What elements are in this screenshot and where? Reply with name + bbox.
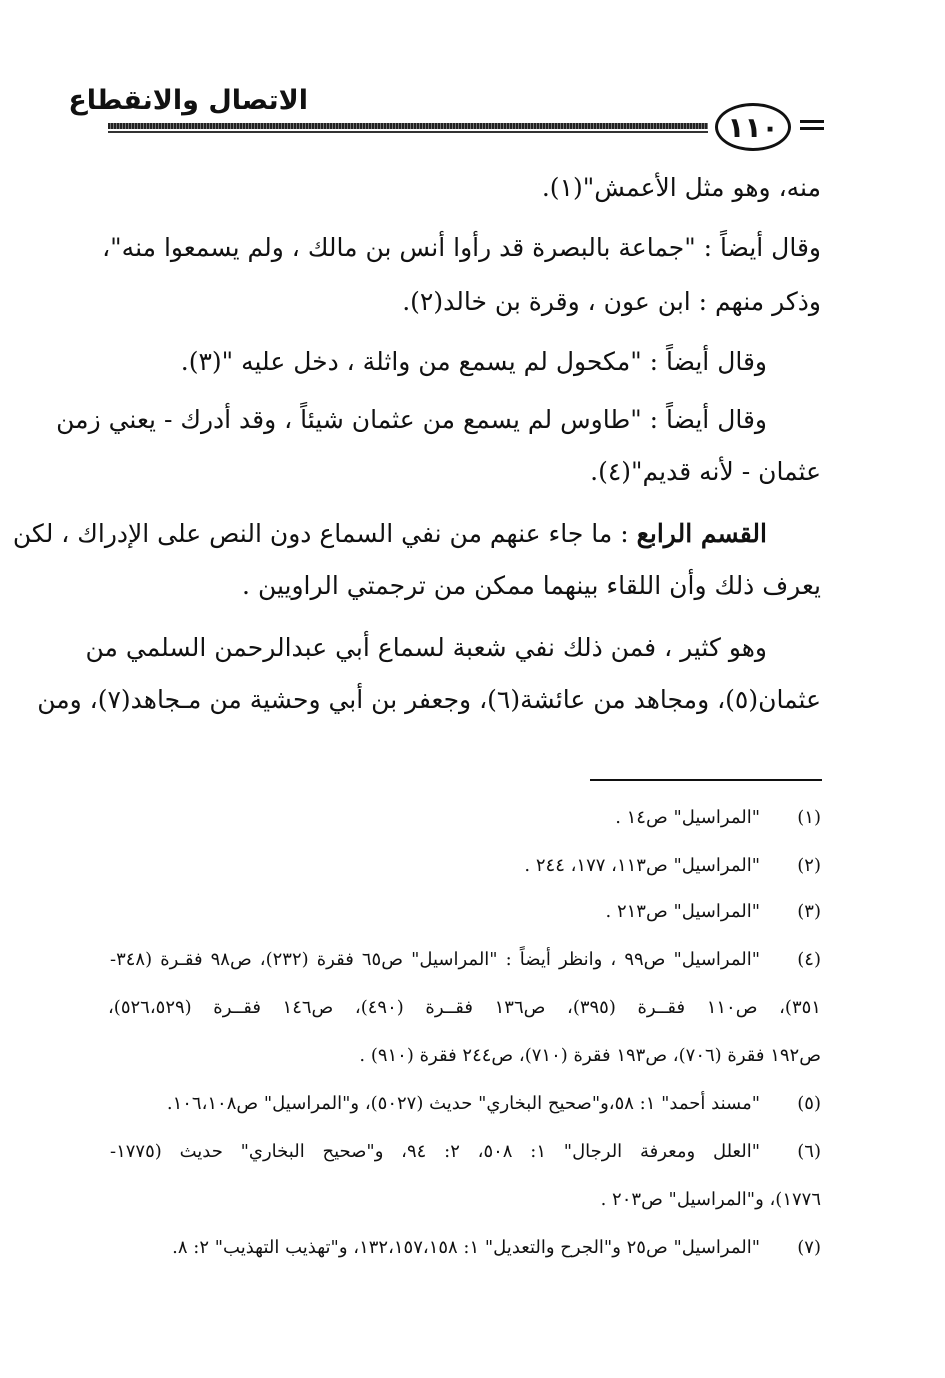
page-number: ١١٠: [715, 103, 791, 151]
footnote-number: (٣): [797, 901, 821, 922]
header-rule-thin: [108, 131, 708, 133]
body-line: وذكر منهم : ابن عون ، وقرة بن خالد(٢).: [402, 287, 821, 316]
footnote-number: (٥): [797, 1093, 821, 1114]
section-heading: القسم الرابع: [636, 519, 767, 548]
body-line: وقال أيضاً : "جماعة بالبصرة قد رأوا أنس بن مالك ، ولم يسمعوا منه"،: [102, 233, 821, 262]
body-text: : ما جاء عنهم من نفي السماع دون النص على الإدراك ، لكن: [12, 519, 637, 548]
footnote-text: "المراسيل" ص٢١٣ .: [605, 901, 760, 922]
footnote-number: (٤): [797, 949, 821, 970]
body-line: وقال أيضاً : "مكحول لم يسمع من واثلة ، دخل عليه "(٣).: [180, 347, 767, 376]
footnote-number: (٧): [797, 1237, 821, 1258]
footnote-text: ص١٩٢ فقرة (٧٠٦)، ص١٩٣ فقرة (٧١٠)، ص٢٤٤ فقرة (٩١٠) .: [359, 1045, 821, 1066]
body-line: وهو كثير ، فمن ذلك نفي شعبة لسماع أبي عبدالرحمن السلمي من: [85, 633, 767, 662]
footnote-text: ١٧٧٦)، و"المراسيل" ص٢٠٣ .: [600, 1189, 821, 1210]
body-line: يعرف ذلك وأن اللقاء بينهما ممكن من ترجمتي الراويين .: [242, 571, 821, 600]
body-line: [12, 514, 767, 554]
footnote-text: "المراسيل" ص٢٥ و"الجرح والتعديل" ١: ١٣٢،١٥٧،١٥٨، و"تهذيب التهذيب" ٢: ٨.: [172, 1237, 760, 1258]
footnote-number: (٢): [797, 855, 821, 876]
footnote-text: "العلل ومعرفة الرجال" ١: ٥٠٨، ٢: ٩٤، و"صحيح البخاري" حديث (١٧٧٥-: [110, 1141, 760, 1162]
footnote-text: "المراسيل" ص٩٩ ، وانظر أيضاً : "المراسيل" ص٦٥ فقرة (٢٣٢)، ص٩٨ فقـرة (٣٤٨-: [110, 949, 761, 970]
footnote-text: "المراسيل" ص١١٣، ١٧٧، ٢٤٤ .: [524, 855, 760, 876]
footnote-text: ٣٥١)، ص١١٠ فقــرة (٣٩٥)، ص١٣٦ فقــرة (٤٩٠)، ص١٤٦ فقــرة (٥٢٦،٥٢٩)،: [108, 997, 821, 1018]
header-dash: [800, 127, 824, 130]
body-line: منه، وهو مثل الأعمش"(١).: [541, 173, 821, 202]
footnote-number: (١): [797, 807, 821, 828]
footnote-number: (٦): [797, 1141, 821, 1162]
footnote-text: "مسند أحمد" ١: ٥٨،و"صحيح البخاري" حديث (٥٠٢٧)، و"المراسيل" ص١٠٦،١٠٨.: [166, 1093, 760, 1114]
footnote-separator: [590, 779, 822, 781]
header-rule-thick: [108, 123, 708, 129]
body-line: عثمان(٥)، ومجاهد من عائشة(٦)، وجعفر بن أبي وحشية من مـجاهد(٧)، ومن: [37, 685, 821, 714]
footnote-text: "المراسيل" ص١٤ .: [615, 807, 760, 828]
body-line: وقال أيضاً : "طاوس لم يسمع من عثمان شيئاً ، وقد أدرك - يعني زمن: [56, 405, 767, 434]
running-title: الاتصال والانقطاع: [68, 85, 308, 116]
body-line: عثمان - لأنه قديم"(٤).: [590, 457, 821, 486]
header-dash: [800, 120, 824, 123]
